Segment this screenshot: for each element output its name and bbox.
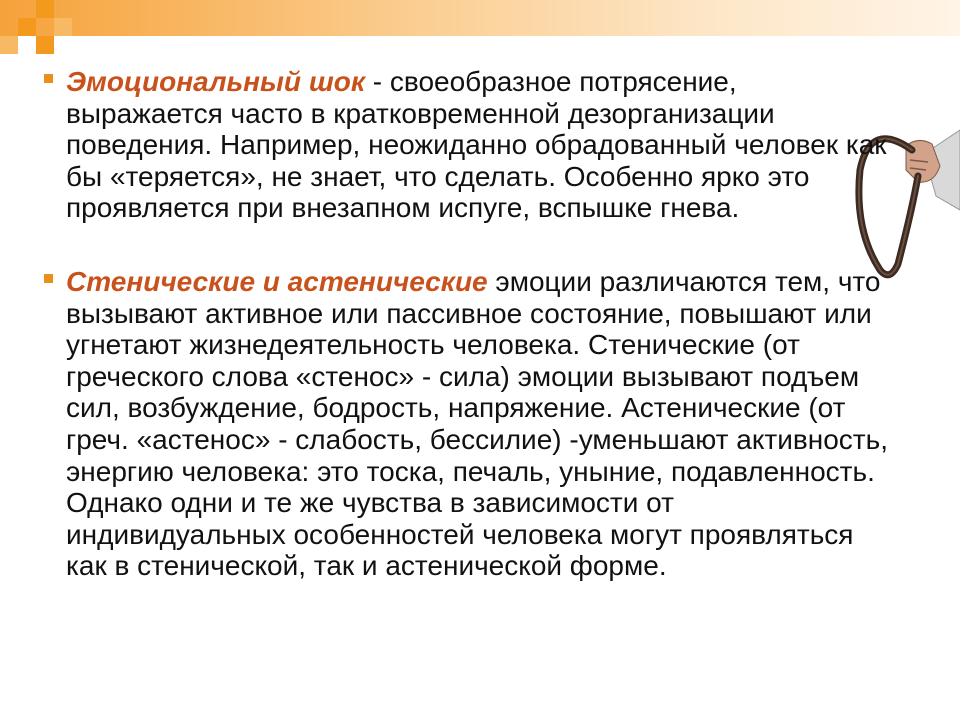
bullet-emotional-shock [36, 66, 896, 224]
decorative-square [54, 18, 72, 36]
bullet-marker-icon [44, 274, 53, 283]
term-emotional-shock: Эмоциональный шок [66, 66, 366, 97]
decorative-square [36, 0, 54, 18]
decorative-square [18, 18, 36, 36]
bullet-text: - своеобразное потрясение, выражается часто в кратковременной дезорганизации поведения. Например, неожиданно обрадованный человек как бы «теряется», не знает, что сделать. Особенно ярко это проявляется при внезапном испуге, вспышке гнева. [66, 66, 887, 224]
bullet-sthenic-asthenic [36, 266, 896, 582]
decorative-square [36, 36, 54, 54]
bullet-marker-icon [44, 74, 53, 83]
slide-content [36, 66, 896, 582]
bullet-text: эмоции различаются тем, что вызывают активное или пассивное состояние, повышают или угнетают жизнедеятельность человека. Стенические (от греческого слова «стенос» - сила) эмоции вызывают подъем сил, возбуждение, бодрость, напряжение. Астенические (от греч. «астенос» - слабость, бессилие) -уменьшают активность, энергию человека: это тоска, печаль, уныние, подавленность. Однако одни и те же чувства в зависимости от индивидуальных особенностей человека могут проявляться как в стенической, так и астенической форме. [66, 265, 888, 582]
top-decorative-band [0, 0, 960, 36]
decorative-square [0, 36, 18, 54]
term-sthenic-asthenic: Стенические и астенические [66, 265, 488, 297]
